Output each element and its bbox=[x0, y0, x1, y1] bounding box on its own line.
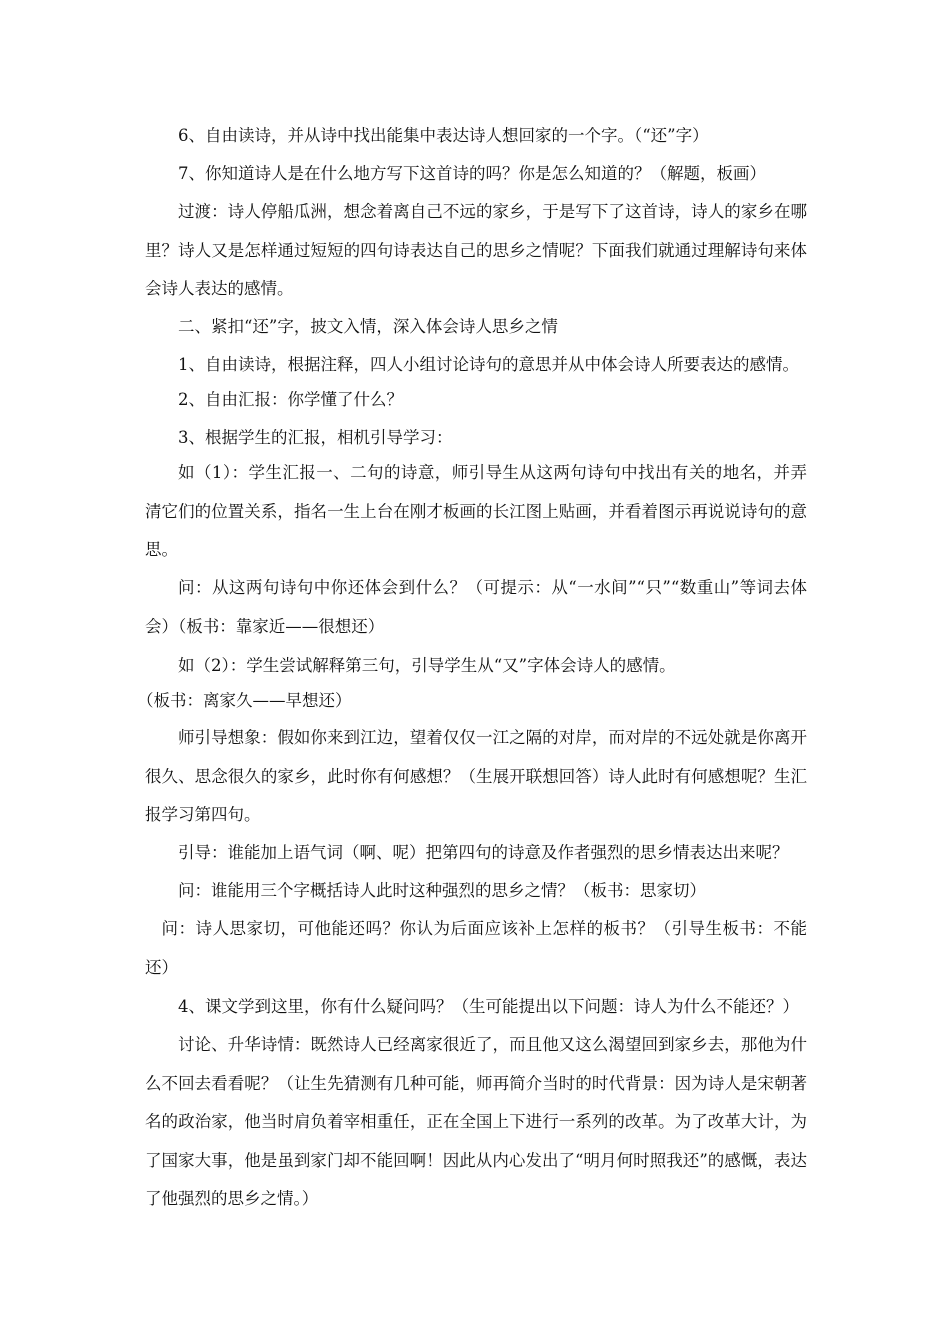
paragraph-step-1: 1、自由读诗，根据注释，四人小组讨论诗句的意思并从中体会诗人所要表达的感情。 bbox=[178, 355, 799, 374]
paragraph-example-1: 如（1）：学生汇报一、二句的诗意，师引导生从这两句诗句中找出有关的地名，并弄清它们的位置关系，指名一生上台在刚才板画的长江图上贴画，并看着图示再说说诗句的意思。 bbox=[145, 463, 807, 559]
paragraph-question-2: 问：谁能用三个字概括诗人此时这种强烈的思乡之情？（板书：思家切） bbox=[178, 881, 706, 900]
paragraph-guide: 引导：谁能加上语气词（啊、呢）把第四句的诗意及作者强烈的思乡情表达出来呢？ bbox=[178, 843, 789, 862]
paragraph-discussion: 讨论、升华诗情：既然诗人已经离家很近了，而且他又这么渴望回到家乡去，那他为什么不回去看看呢？（让生先猜测有几种可能，师再简介当时的时代背景：因为诗人是宋朝著名的政治家，他当时肩负着宰相重任，正在全国上下进行一系列的改革。为了改革大计，为了国家大事，他是虽到家门却不能回啊！因此从内心发出了“明月何时照我还”的感慨，表达了他强烈的思乡之情。） bbox=[145, 1035, 807, 1208]
paragraph-step-2: 2、自由汇报：你学懂了什么？ bbox=[178, 390, 403, 409]
paragraph-example-2: 如（2）：学生尝试解释第三句，引导学生从“又”字体会诗人的感情。 bbox=[178, 656, 676, 675]
paragraph-board-note: （板书：离家久——早想还） bbox=[137, 691, 352, 710]
section-heading-2: 二、紧扣“还”字，披文入情，深入体会诗人思乡之情 bbox=[178, 317, 558, 336]
paragraph-transition: 过渡：诗人停船瓜洲，想念着离自己不远的家乡，于是写下了这首诗，诗人的家乡在哪里？诗人又是怎样通过短短的四句诗表达自己的思乡之情呢？下面我们就通过理解诗句来体会诗人表达的感情。 bbox=[145, 202, 807, 298]
paragraph-imagine: 师引导想象：假如你来到江边，望着仅仅一江之隔的对岸，而对岸的不远处就是你离开很久、思念很久的家乡，此时你有何感想？（生展开联想回答）诗人此时有何感想呢？生汇报学习第四句。 bbox=[145, 728, 807, 824]
paragraph-item-7: 7、你知道诗人是在什么地方写下这首诗的吗？你是怎么知道的？（解题，板画） bbox=[178, 164, 766, 183]
paragraph-question-1: 问：从这两句诗句中你还体会到什么？（可提示：从“一水间”“只”“数重山”等词去体会）（板书：靠家近——很想还） bbox=[145, 578, 807, 636]
paragraph-question-3: 问：诗人思家切，可他能还吗？你认为后面应该补上怎样的板书？（引导生板书：不能还） bbox=[145, 919, 807, 977]
paragraph-step-3: 3、根据学生的汇报，相机引导学习： bbox=[178, 428, 453, 447]
paragraph-step-4: 4、课文学到这里，你有什么疑问吗？（生可能提出以下问题：诗人为什么不能还？） bbox=[178, 997, 799, 1016]
paragraph-item-6: 6、自由读诗，并从诗中找出能集中表达诗人想回家的一个字。（“还”字） bbox=[178, 126, 709, 145]
